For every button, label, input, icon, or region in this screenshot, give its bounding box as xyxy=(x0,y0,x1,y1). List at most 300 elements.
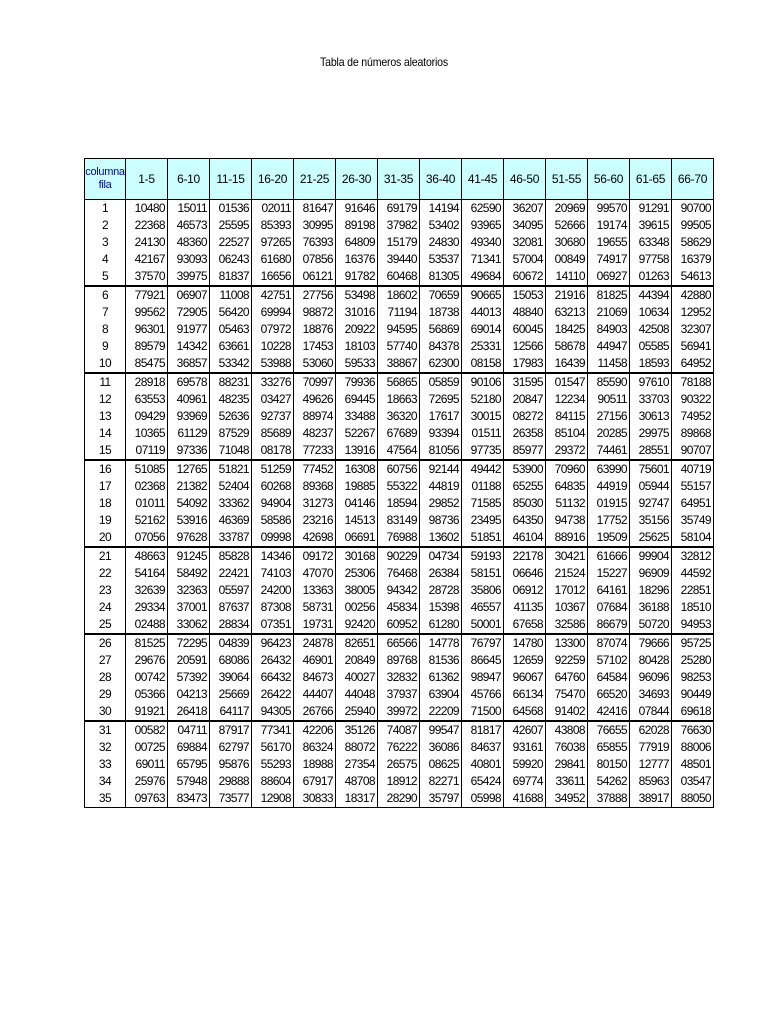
table-cell: 47070 xyxy=(294,565,336,582)
table-cell: 73577 xyxy=(210,790,252,808)
table-cell: 99904 xyxy=(630,547,672,565)
table-cell: 26432 xyxy=(252,652,294,669)
table-cell: 28290 xyxy=(378,790,420,808)
table-cell: 75601 xyxy=(630,460,672,478)
table-cell: 06912 xyxy=(504,582,546,599)
table-row xyxy=(85,703,714,721)
table-cell: 83473 xyxy=(168,790,210,808)
table-cell: 74103 xyxy=(252,565,294,582)
table-cell: 44592 xyxy=(672,565,714,582)
table-cell: 44407 xyxy=(294,686,336,703)
table-cell: 58678 xyxy=(546,338,588,355)
table-cell: 05944 xyxy=(630,478,672,495)
table-cell: 19509 xyxy=(588,529,630,547)
table-cell: 57948 xyxy=(168,773,210,790)
table-cell: 12777 xyxy=(630,756,672,773)
table-cell: 07972 xyxy=(252,321,294,338)
table-cell: 18876 xyxy=(294,321,336,338)
table-cell: 18593 xyxy=(630,355,672,373)
table-cell: 11008 xyxy=(210,286,252,304)
table-cell: 25595 xyxy=(210,217,252,234)
table-cell: 85828 xyxy=(210,547,252,565)
table-cell: 57740 xyxy=(378,338,420,355)
table-cell: 52636 xyxy=(210,408,252,425)
row-number: 10 xyxy=(85,355,126,373)
row-number: 31 xyxy=(85,721,126,739)
table-cell: 97735 xyxy=(462,442,504,460)
table-row xyxy=(85,425,714,442)
table-cell: 66520 xyxy=(588,686,630,703)
table-cell: 98947 xyxy=(462,669,504,686)
table-cell: 18594 xyxy=(378,495,420,512)
table-cell: 99570 xyxy=(588,200,630,218)
table-cell: 18103 xyxy=(336,338,378,355)
table-cell: 16376 xyxy=(336,251,378,268)
corner-label-fila: fila xyxy=(98,179,112,191)
column-header: 16-20 xyxy=(252,159,294,200)
table-cell: 13916 xyxy=(336,442,378,460)
table-cell: 16439 xyxy=(546,355,588,373)
table-cell: 81647 xyxy=(294,200,336,218)
table-cell: 39975 xyxy=(168,268,210,286)
table-cell: 44394 xyxy=(630,286,672,304)
table-cell: 08158 xyxy=(462,355,504,373)
table-cell: 60952 xyxy=(378,616,420,634)
table-cell: 30613 xyxy=(630,408,672,425)
table-cell: 72905 xyxy=(168,304,210,321)
table-cell: 29676 xyxy=(126,652,168,669)
table-cell: 70960 xyxy=(546,460,588,478)
table-cell: 00742 xyxy=(126,669,168,686)
table-cell: 65795 xyxy=(168,756,210,773)
table-cell: 19174 xyxy=(588,217,630,234)
table-cell: 36857 xyxy=(168,355,210,373)
table-cell: 05366 xyxy=(126,686,168,703)
table-cell: 71500 xyxy=(462,703,504,721)
table-cell: 71194 xyxy=(378,304,420,321)
table-cell: 36207 xyxy=(504,200,546,218)
row-number: 3 xyxy=(85,234,126,251)
row-number: 6 xyxy=(85,286,126,304)
table-cell: 95876 xyxy=(210,756,252,773)
table-cell: 22368 xyxy=(126,217,168,234)
table-cell: 90707 xyxy=(672,442,714,460)
table-cell: 62300 xyxy=(420,355,462,373)
table-cell: 11458 xyxy=(588,355,630,373)
table-row xyxy=(85,217,714,234)
table-cell: 63990 xyxy=(588,460,630,478)
table-cell: 53900 xyxy=(504,460,546,478)
table-cell: 39972 xyxy=(378,703,420,721)
row-number: 2 xyxy=(85,217,126,234)
table-cell: 58586 xyxy=(252,512,294,529)
row-number: 25 xyxy=(85,616,126,634)
table-cell: 35797 xyxy=(420,790,462,808)
table-cell: 42167 xyxy=(126,251,168,268)
table-cell: 53402 xyxy=(420,217,462,234)
row-number: 14 xyxy=(85,425,126,442)
table-cell: 76222 xyxy=(378,739,420,756)
row-number: 32 xyxy=(85,739,126,756)
table-cell: 64951 xyxy=(672,495,714,512)
table-cell: 56865 xyxy=(378,373,420,391)
table-cell: 42206 xyxy=(294,721,336,739)
table-cell: 29888 xyxy=(210,773,252,790)
table-cell: 44819 xyxy=(420,478,462,495)
corner-label-columna: columna xyxy=(85,166,125,178)
row-number: 27 xyxy=(85,652,126,669)
table-cell: 28551 xyxy=(630,442,672,460)
row-number: 33 xyxy=(85,756,126,773)
table-cell: 10480 xyxy=(126,200,168,218)
table-cell: 08625 xyxy=(420,756,462,773)
table-cell: 51851 xyxy=(462,529,504,547)
table-cell: 38867 xyxy=(378,355,420,373)
table-cell: 65855 xyxy=(588,739,630,756)
table-cell: 32363 xyxy=(168,582,210,599)
table-cell: 92144 xyxy=(420,460,462,478)
row-number: 8 xyxy=(85,321,126,338)
table-cell: 69011 xyxy=(126,756,168,773)
table-cell: 33276 xyxy=(252,373,294,391)
table-cell: 61680 xyxy=(252,251,294,268)
table-cell: 86324 xyxy=(294,739,336,756)
row-number: 13 xyxy=(85,408,126,425)
table-cell: 94595 xyxy=(378,321,420,338)
table-cell: 53498 xyxy=(336,286,378,304)
table-cell: 35126 xyxy=(336,721,378,739)
table-cell: 25306 xyxy=(336,565,378,582)
table-cell: 96909 xyxy=(630,565,672,582)
table-cell: 00256 xyxy=(336,599,378,616)
table-cell: 97265 xyxy=(252,234,294,251)
table-cell: 28918 xyxy=(126,373,168,391)
table-cell: 69445 xyxy=(336,391,378,408)
table-cell: 66566 xyxy=(378,634,420,652)
table-cell: 30680 xyxy=(546,234,588,251)
table-cell: 06243 xyxy=(210,251,252,268)
table-cell: 60672 xyxy=(504,268,546,286)
table-cell: 15227 xyxy=(588,565,630,582)
table-cell: 12659 xyxy=(504,652,546,669)
row-number: 29 xyxy=(85,686,126,703)
table-row xyxy=(85,652,714,669)
table-cell: 08272 xyxy=(504,408,546,425)
table-row xyxy=(85,442,714,460)
column-header: 21-25 xyxy=(294,159,336,200)
table-row xyxy=(85,547,714,565)
table-cell: 29334 xyxy=(126,599,168,616)
table-cell: 91402 xyxy=(546,703,588,721)
table-cell: 31273 xyxy=(294,495,336,512)
table-cell: 41688 xyxy=(504,790,546,808)
table-cell: 54092 xyxy=(168,495,210,512)
table-cell: 76393 xyxy=(294,234,336,251)
table-cell: 64584 xyxy=(588,669,630,686)
column-header: 56-60 xyxy=(588,159,630,200)
table-cell: 20849 xyxy=(336,652,378,669)
table-cell: 07351 xyxy=(252,616,294,634)
table-cell: 33611 xyxy=(546,773,588,790)
table-cell: 42416 xyxy=(588,703,630,721)
table-cell: 60756 xyxy=(378,460,420,478)
table-cell: 09998 xyxy=(252,529,294,547)
table-cell: 62590 xyxy=(462,200,504,218)
row-number: 35 xyxy=(85,790,126,808)
table-cell: 90106 xyxy=(462,373,504,391)
table-cell: 88050 xyxy=(672,790,714,808)
table-cell: 47564 xyxy=(378,442,420,460)
table-cell: 19655 xyxy=(588,234,630,251)
table-cell: 20847 xyxy=(504,391,546,408)
table-cell: 25625 xyxy=(630,529,672,547)
table-cell: 32307 xyxy=(672,321,714,338)
table-cell: 97628 xyxy=(168,529,210,547)
table-cell: 94904 xyxy=(252,495,294,512)
table-cell: 53060 xyxy=(294,355,336,373)
table-cell: 64835 xyxy=(546,478,588,495)
table-cell: 24130 xyxy=(126,234,168,251)
table-cell: 66134 xyxy=(504,686,546,703)
table-cell: 05463 xyxy=(210,321,252,338)
table-cell: 31016 xyxy=(336,304,378,321)
row-number: 7 xyxy=(85,304,126,321)
column-header: 6-10 xyxy=(168,159,210,200)
table-cell: 56170 xyxy=(252,739,294,756)
table-row xyxy=(85,529,714,547)
table-cell: 04213 xyxy=(168,686,210,703)
table-cell: 87529 xyxy=(210,425,252,442)
table-cell: 12908 xyxy=(252,790,294,808)
table-row xyxy=(85,495,714,512)
table-cell: 64760 xyxy=(546,669,588,686)
table-cell: 86679 xyxy=(588,616,630,634)
table-cell: 96301 xyxy=(126,321,168,338)
table-cell: 48501 xyxy=(672,756,714,773)
table-row xyxy=(85,773,714,790)
row-number: 26 xyxy=(85,634,126,652)
table-cell: 63213 xyxy=(546,304,588,321)
table-cell: 30833 xyxy=(294,790,336,808)
table-cell: 10634 xyxy=(630,304,672,321)
table-cell: 24830 xyxy=(420,234,462,251)
table-cell: 20922 xyxy=(336,321,378,338)
column-header: 41-45 xyxy=(462,159,504,200)
header-row xyxy=(85,159,714,200)
table-cell: 79936 xyxy=(336,373,378,391)
table-row xyxy=(85,582,714,599)
table-cell: 63348 xyxy=(630,234,672,251)
table-cell: 39064 xyxy=(210,669,252,686)
table-cell: 57004 xyxy=(504,251,546,268)
table-cell: 81837 xyxy=(210,268,252,286)
table-cell: 22209 xyxy=(420,703,462,721)
table-cell: 69618 xyxy=(672,703,714,721)
corner-header xyxy=(85,159,126,200)
table-cell: 13602 xyxy=(420,529,462,547)
row-number: 18 xyxy=(85,495,126,512)
table-cell: 35156 xyxy=(630,512,672,529)
table-cell: 34095 xyxy=(504,217,546,234)
table-cell: 53988 xyxy=(252,355,294,373)
table-cell: 37570 xyxy=(126,268,168,286)
table-cell: 40027 xyxy=(336,669,378,686)
table-cell: 02011 xyxy=(252,200,294,218)
table-row xyxy=(85,391,714,408)
table-cell: 15179 xyxy=(378,234,420,251)
table-cell: 53342 xyxy=(210,355,252,373)
table-cell: 96423 xyxy=(252,634,294,652)
table-cell: 87637 xyxy=(210,599,252,616)
table-cell: 88916 xyxy=(546,529,588,547)
table-cell: 26766 xyxy=(294,703,336,721)
table-cell: 57392 xyxy=(168,669,210,686)
table-cell: 87917 xyxy=(210,721,252,739)
table-cell: 14778 xyxy=(420,634,462,652)
table-cell: 69014 xyxy=(462,321,504,338)
table-cell: 04839 xyxy=(210,634,252,652)
table-cell: 98253 xyxy=(672,669,714,686)
table-cell: 37982 xyxy=(378,217,420,234)
column-header: 36-40 xyxy=(420,159,462,200)
table-cell: 33362 xyxy=(210,495,252,512)
table-cell: 12234 xyxy=(546,391,588,408)
table-cell: 89768 xyxy=(378,652,420,669)
table-cell: 37001 xyxy=(168,599,210,616)
table-cell: 53537 xyxy=(420,251,462,268)
table-cell: 48237 xyxy=(294,425,336,442)
table-cell: 71585 xyxy=(462,495,504,512)
table-cell: 69578 xyxy=(168,373,210,391)
table-row xyxy=(85,669,714,686)
table-cell: 43808 xyxy=(546,721,588,739)
table-cell: 01188 xyxy=(462,478,504,495)
table-cell: 77921 xyxy=(126,286,168,304)
column-header: 61-65 xyxy=(630,159,672,200)
column-header: 66-70 xyxy=(672,159,714,200)
table-cell: 26358 xyxy=(504,425,546,442)
table-cell: 85963 xyxy=(630,773,672,790)
table-cell: 86645 xyxy=(462,652,504,669)
table-cell: 55322 xyxy=(378,478,420,495)
table-cell: 64350 xyxy=(504,512,546,529)
table-cell: 85030 xyxy=(504,495,546,512)
table-cell: 72295 xyxy=(168,634,210,652)
table-cell: 14342 xyxy=(168,338,210,355)
table-cell: 81305 xyxy=(420,268,462,286)
table-cell: 77341 xyxy=(252,721,294,739)
table-cell: 76797 xyxy=(462,634,504,652)
table-cell: 81536 xyxy=(420,652,462,669)
table-cell: 55157 xyxy=(672,478,714,495)
table-cell: 64568 xyxy=(504,703,546,721)
table-cell: 58151 xyxy=(462,565,504,582)
table-cell: 21069 xyxy=(588,304,630,321)
table-cell: 18425 xyxy=(546,321,588,338)
table-cell: 46573 xyxy=(168,217,210,234)
table-cell: 17453 xyxy=(294,338,336,355)
table-cell: 12765 xyxy=(168,460,210,478)
table-cell: 67658 xyxy=(504,616,546,634)
table-cell: 84637 xyxy=(462,739,504,756)
table-cell: 04711 xyxy=(168,721,210,739)
table-cell: 84115 xyxy=(546,408,588,425)
table-cell: 93093 xyxy=(168,251,210,268)
table-cell: 85393 xyxy=(252,217,294,234)
table-cell: 53916 xyxy=(168,512,210,529)
table-cell: 00849 xyxy=(546,251,588,268)
row-number: 24 xyxy=(85,599,126,616)
table-cell: 29372 xyxy=(546,442,588,460)
table-cell: 10228 xyxy=(252,338,294,355)
table-cell: 48235 xyxy=(210,391,252,408)
table-row xyxy=(85,321,714,338)
table-cell: 09429 xyxy=(126,408,168,425)
table-cell: 65255 xyxy=(504,478,546,495)
table-cell: 32586 xyxy=(546,616,588,634)
table-cell: 60468 xyxy=(378,268,420,286)
table-cell: 15011 xyxy=(168,200,210,218)
table-cell: 92737 xyxy=(252,408,294,425)
table-row xyxy=(85,234,714,251)
table-cell: 85104 xyxy=(546,425,588,442)
table-cell: 28728 xyxy=(420,582,462,599)
table-cell: 37937 xyxy=(378,686,420,703)
page-title: Tabla de números aleatorios xyxy=(320,55,448,69)
table-cell: 85590 xyxy=(588,373,630,391)
table-cell: 85977 xyxy=(504,442,546,460)
table-row xyxy=(85,460,714,478)
table-cell: 29852 xyxy=(420,495,462,512)
table-cell: 97610 xyxy=(630,373,672,391)
table-cell: 06121 xyxy=(294,268,336,286)
table-cell: 18602 xyxy=(378,286,420,304)
table-cell: 91245 xyxy=(168,547,210,565)
table-cell: 55293 xyxy=(252,756,294,773)
table-cell: 49340 xyxy=(462,234,504,251)
table-cell: 14346 xyxy=(252,547,294,565)
table-cell: 91646 xyxy=(336,200,378,218)
table-cell: 04146 xyxy=(336,495,378,512)
table-row xyxy=(85,634,714,652)
table-row xyxy=(85,565,714,582)
table-cell: 79666 xyxy=(630,634,672,652)
row-number: 16 xyxy=(85,460,126,478)
table-cell: 25331 xyxy=(462,338,504,355)
table-cell: 08178 xyxy=(252,442,294,460)
table-cell: 48663 xyxy=(126,547,168,565)
table-cell: 44919 xyxy=(588,478,630,495)
column-header: 31-35 xyxy=(378,159,420,200)
table-cell: 21524 xyxy=(546,565,588,582)
table-cell: 82271 xyxy=(420,773,462,790)
table-cell: 51259 xyxy=(252,460,294,478)
table-row xyxy=(85,304,714,321)
row-number: 19 xyxy=(85,512,126,529)
table-cell: 14780 xyxy=(504,634,546,652)
table-cell: 98736 xyxy=(420,512,462,529)
table-cell: 59193 xyxy=(462,547,504,565)
table-cell: 33488 xyxy=(336,408,378,425)
table-cell: 42698 xyxy=(294,529,336,547)
table-cell: 26418 xyxy=(168,703,210,721)
row-number: 1 xyxy=(85,200,126,218)
table-cell: 23495 xyxy=(462,512,504,529)
table-cell: 00582 xyxy=(126,721,168,739)
table-cell: 87308 xyxy=(252,599,294,616)
table-cell: 77452 xyxy=(294,460,336,478)
table-cell: 49626 xyxy=(294,391,336,408)
